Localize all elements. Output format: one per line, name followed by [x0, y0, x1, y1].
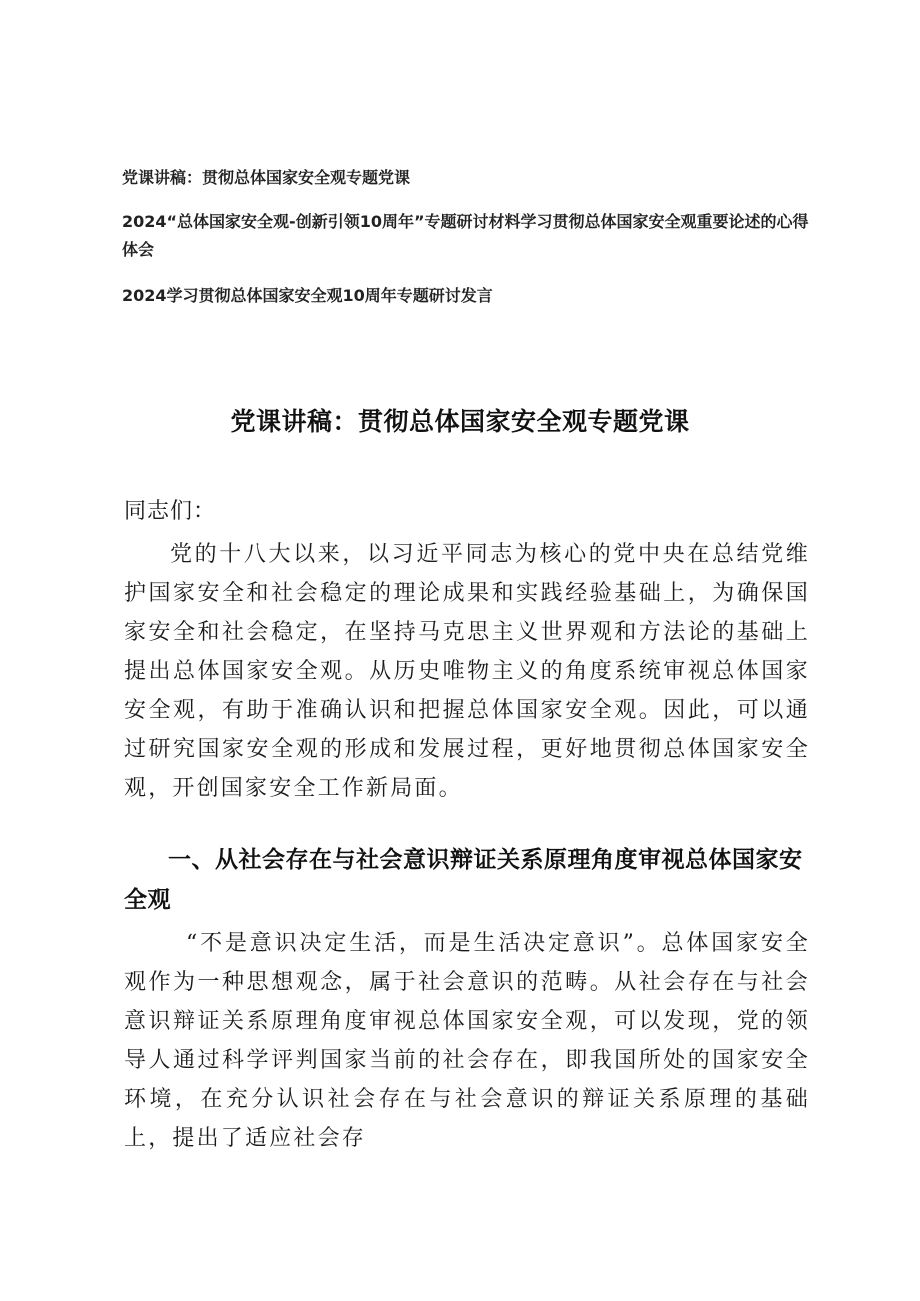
body-paragraph: 党的十八大以来，以习近平同志为核心的党中央在总结党维护国家安全和社会稳定的理论成果和实践经验基础上，为确保国家安全和社会稳定，在坚持马克思主义世界观和方法论的基础上提出总体国家安全观。从历史唯物主义的角度系统审视总体国家安全观，有助于准确认识和把握总体国家安全观。因此，可以通过研究国家安全观的形成和发展过程，更好地贯彻总体国家安全观，开创国家安全工作新局面。 — [124, 542, 810, 801]
body-paragraph: “不是意识决定生活，而是生活决定意识”。总体国家安全观作为一种思想观念，属于社会意识的范畴。从社会存在与社会意识辩证关系原理角度审视总体国家安全观，可以发现，党的领导人通过科学评判国家当前的社会存在，即我国所处的国家安全环境，在充分认识社会存在与社会意识的辩证关系原理的基础上，提出了适应社会存 — [124, 931, 810, 1151]
section-heading: 一、从社会存在与社会意识辩证关系原理角度审视总体国家安全观 — [124, 847, 803, 913]
related-article-link[interactable]: 党课讲稿：贯彻总体国家安全观专题党课 — [122, 168, 411, 187]
related-article-link[interactable]: 2024“总体国家安全观-创新引领10周年”专题研讨材料学习贯彻总体国家安全观重要论述的心得体会 — [122, 212, 809, 259]
related-articles-list — [122, 164, 812, 310]
greeting: 同志们： — [124, 499, 217, 524]
document-title: 党课讲稿：贯彻总体国家安全观专题党课 — [230, 407, 690, 436]
related-article-link[interactable]: 2024学习贯彻总体国家安全观10周年专题研讨发言 — [122, 286, 493, 305]
